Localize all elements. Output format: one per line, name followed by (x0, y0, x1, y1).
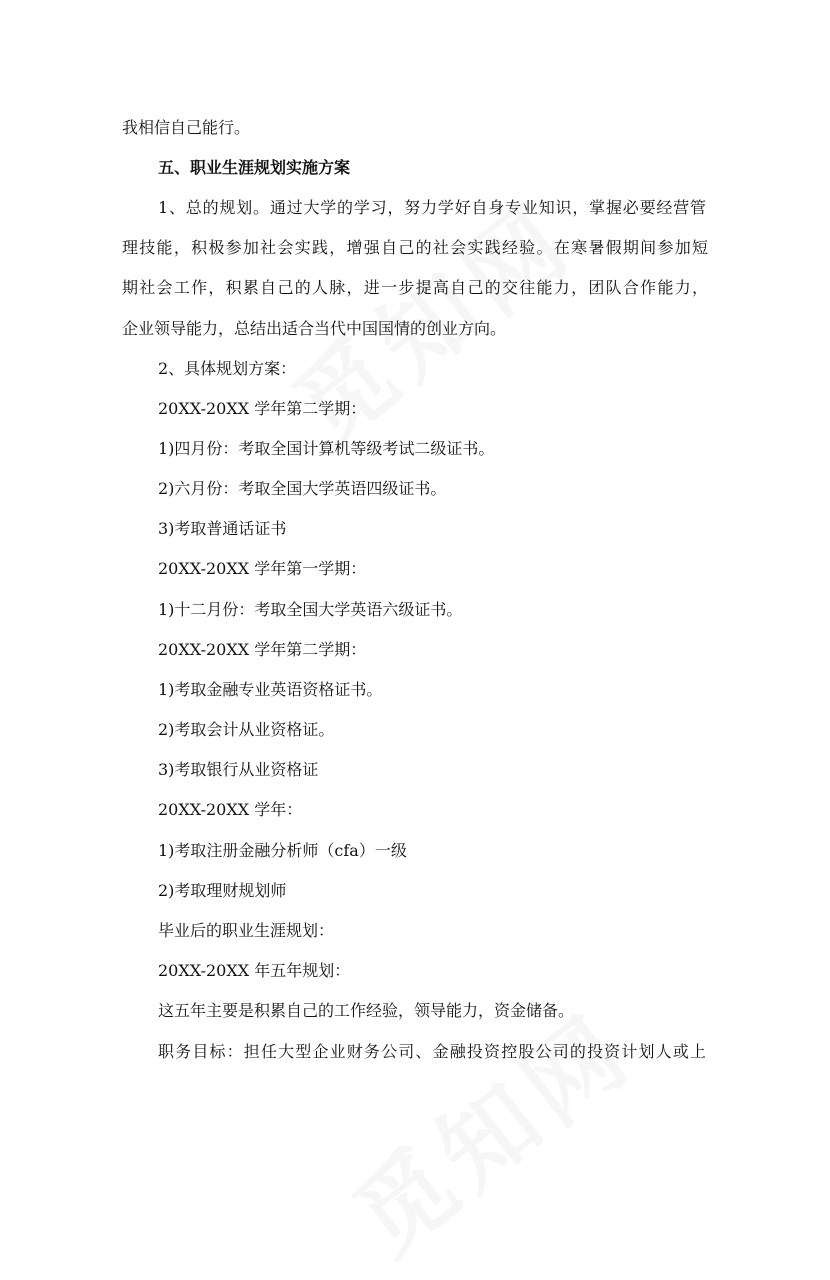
paragraph-line: 1)四月份：考取全国计算机等级考试二级证书。 (158, 439, 495, 458)
paragraph-line: 1、总的规划。通过大学的学习，努力学好自身专业知识，掌握必要经营管 (158, 198, 706, 217)
paragraph-line: 理技能，积极参加社会实践，增强自己的社会实践经验。在寒暑假期间参加短 (122, 238, 708, 257)
paragraph-line: 这五年主要是积累自己的工作经验，领导能力，资金储备。 (158, 1001, 575, 1020)
watermark (322, 977, 657, 1280)
paragraph-line: 我相信自己能行。 (122, 118, 251, 137)
paragraph-line: 1)考取注册金融分析师（cfa）一级 (158, 841, 407, 860)
paragraph-line: 2、具体规划方案： (158, 359, 297, 378)
paragraph-line: 2)六月份：考取全国大学英语四级证书。 (158, 479, 447, 498)
paragraph-line: 职务目标：担任大型企业财务公司、金融投资控股公司的投资计划人或上 (158, 1042, 706, 1061)
paragraph-line: 3)考取普通话证书 (158, 519, 287, 538)
paragraph-line: 毕业后的职业生涯规划： (158, 921, 335, 940)
paragraph-line: 20XX-20XX 年五年规划： (158, 961, 351, 980)
paragraph-line: 20XX-20XX 学年： (158, 800, 303, 819)
paragraph-line: 20XX-20XX 学年第二学期： (158, 399, 367, 418)
paragraph-line: 1)考取金融专业英语资格证书。 (158, 680, 383, 699)
paragraph-line: 3)考取银行从业资格证 (158, 760, 319, 779)
paragraph-line: 1)十二月份：考取全国大学英语六级证书。 (158, 600, 463, 619)
paragraph-line: 2)考取会计从业资格证。 (158, 720, 335, 739)
section-heading: 五、职业生涯规划实施方案 (158, 158, 351, 177)
paragraph-line: 20XX-20XX 学年第一学期： (158, 559, 367, 578)
paragraph-line: 企业领导能力，总结出适合当代中国国情的创业方向。 (122, 319, 507, 338)
paragraph-line: 2)考取理财规划师 (158, 881, 287, 900)
paragraph-line: 20XX-20XX 学年第二学期： (158, 640, 367, 659)
paragraph-line: 期社会工作，积累自己的人脉，进一步提高自己的交往能力，团队合作能力， (122, 278, 708, 297)
